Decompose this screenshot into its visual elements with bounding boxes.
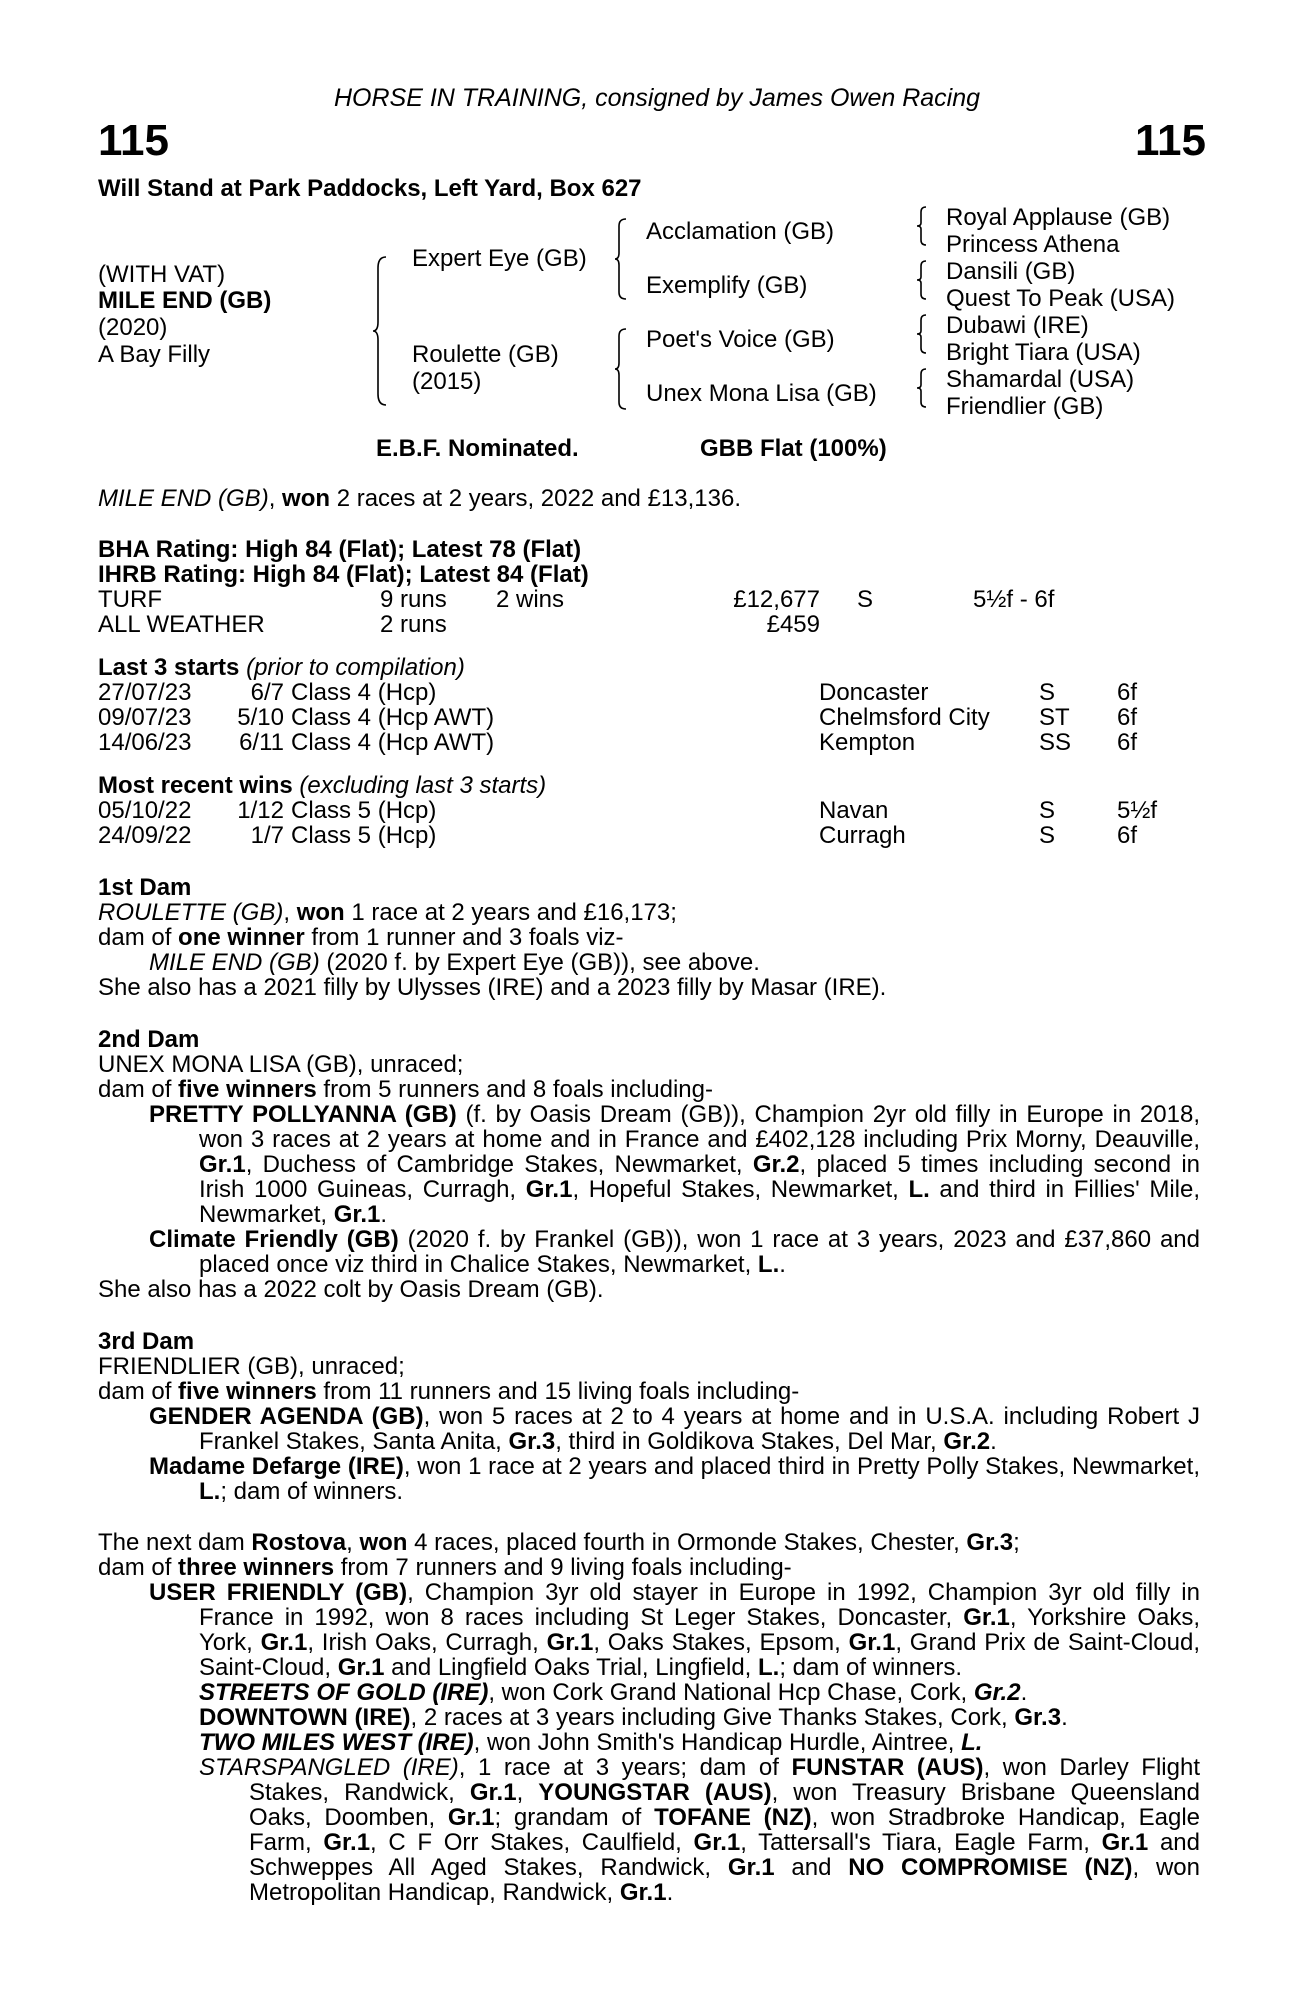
last-start-2-dist: 6f — [1117, 704, 1138, 731]
produce-text: , Tattersall's Tiara, Eagle Farm, — [740, 1829, 1102, 1856]
pedigree-sire-sire: Acclamation (GB) — [646, 218, 835, 245]
next-dam-damof: dam of — [98, 1554, 179, 1581]
produce-name: YOUNGSTAR (AUS) — [538, 1779, 772, 1806]
produce-text: . — [990, 1428, 997, 1455]
produce-text: ; dam of winners. — [779, 1654, 963, 1681]
produce-text: and Schweppes All Aged Stakes, Randwick, — [249, 1829, 1201, 1881]
next-dam-produce-1 — [149, 1580, 1200, 1680]
produce-text: , third in Goldikova Stakes, Del Mar, — [555, 1428, 944, 1455]
grade: Gr.2 — [973, 1679, 1021, 1706]
grade: Gr.1 — [619, 1879, 667, 1906]
produce-name: FUNSTAR (AUS) — [791, 1754, 984, 1781]
pedigree-dam-dam: Unex Mona Lisa (GB) — [646, 380, 877, 407]
pedigree-g3-4: Quest To Peak (USA) — [946, 285, 1175, 312]
grade: L. — [757, 1251, 780, 1278]
aw-earnings: £459 — [766, 611, 820, 638]
last-start-2-going: ST — [1039, 704, 1070, 731]
produce-name: TOFANE (NZ) — [654, 1804, 812, 1831]
first-dam-line1 — [98, 900, 677, 925]
next-dam-won: won — [359, 1529, 408, 1556]
produce-text: , C F Orr Stakes, Caulfield, — [370, 1829, 694, 1856]
last-start-3-course: Kempton — [819, 729, 916, 756]
grade: Gr.1 — [525, 1176, 573, 1203]
produce-text: and third in Fillies' Mile, Newmarket, — [199, 1176, 1200, 1228]
turf-wins: 2 wins — [496, 586, 565, 613]
recent-wins-heading: Most recent wins — [98, 772, 293, 799]
grade: Gr.2 — [752, 1151, 800, 1178]
produce-text: , Yorkshire Oaks, York, — [199, 1604, 1200, 1656]
next-dam-grand-3 — [199, 1730, 982, 1755]
produce-name: TWO MILES WEST (IRE) — [199, 1729, 474, 1756]
produce-text: . — [1061, 1704, 1068, 1731]
bha-rating: BHA Rating: High 84 (Flat); Latest 78 (Flat) — [98, 536, 582, 563]
pedigree-brace-dam — [614, 328, 628, 410]
last-starts-heading: Last 3 starts — [98, 654, 240, 681]
consignment-header: HORSE IN TRAINING, consigned by James Owen Racing — [333, 84, 981, 112]
last-starts-title — [98, 655, 465, 680]
pedigree-g3-7: Shamardal (USA) — [946, 366, 1135, 393]
produce-name: PRETTY POLLYANNA (GB) — [149, 1101, 457, 1128]
recent-win-2-class: Class 5 (Hcp) — [291, 822, 437, 849]
produce-text: . — [380, 1201, 388, 1228]
produce-text: , won Metropolitan Handicap, Randwick, — [249, 1854, 1200, 1906]
produce-text: , won Treasury Brisbane Queensland Oaks, Doomben, — [249, 1779, 1201, 1831]
second-dam-produce-1 — [149, 1102, 1200, 1227]
second-dam-line2 — [98, 1077, 713, 1102]
grade: Gr.1 — [260, 1629, 308, 1656]
next-dam-text: The next dam — [98, 1529, 252, 1556]
next-dam-end: ; — [1013, 1529, 1020, 1556]
last-start-3-dist: 6f — [1117, 729, 1138, 756]
summary-rest: 2 races at 2 years, 2022 and £13,136. — [330, 485, 741, 512]
next-dam-line2 — [98, 1555, 792, 1580]
pedigree-g3-5: Dubawi (IRE) — [946, 312, 1089, 339]
produce-text: , Hopeful Stakes, Newmarket, — [572, 1176, 909, 1203]
produce-text: and Lingfield Oaks Trial, Lingfield, — [384, 1654, 758, 1681]
next-dam-grand-2 — [199, 1705, 1068, 1730]
last-start-1-pos: 6/7 — [250, 679, 284, 706]
grade: Gr.1 — [447, 1804, 495, 1831]
last-starts-note: (prior to compilation) — [239, 654, 465, 681]
produce-text: , Champion 3yr old stayer in Europe in 1992, Champion 3yr old filly in France in 1992, won 8 races including St Leger Stakes, Doncaster, — [199, 1579, 1200, 1631]
grade: Gr.1 — [469, 1779, 517, 1806]
pedigree-sire-dam: Exemplify (GB) — [646, 272, 808, 299]
last-start-1-date: 27/07/23 — [98, 679, 192, 706]
produce-text: , won Darley Flight Stakes, Randwick, — [249, 1754, 1200, 1806]
first-dam-title: 1st Dam — [98, 874, 192, 901]
recent-win-1-going: S — [1039, 797, 1056, 824]
pedigree-g3-8: Friendlier (GB) — [946, 393, 1104, 420]
produce-text: , won Stradbroke Handicap, Eagle Farm, — [249, 1804, 1201, 1856]
recent-win-1-dist: 5½f — [1117, 797, 1158, 824]
pedigree-brace-g3-3 — [916, 314, 928, 354]
pedigree-g3-3: Dansili (GB) — [946, 258, 1076, 285]
next-dam-winners: three winners — [178, 1554, 335, 1581]
pedigree-brace-g3-1 — [916, 206, 928, 246]
third-dam-produce-1 — [149, 1404, 1200, 1454]
first-dam-produce-detail: (2020 f. by Expert Eye (GB)), see above. — [319, 949, 760, 976]
grade: Gr.1 — [963, 1604, 1010, 1631]
produce-text: , Oaks Stakes, Epsom, — [593, 1629, 849, 1656]
produce-text: . — [666, 1879, 674, 1906]
recent-win-2-dist: 6f — [1117, 822, 1138, 849]
produce-text: (2020 f. by Frankel (GB)), won 1 race at 3 years, 2023 and £37,860 and placed once viz third in Chalice Stakes, Newmarket, — [199, 1226, 1200, 1278]
produce-text: , — [516, 1779, 539, 1806]
last-start-2-date: 09/07/23 — [98, 704, 192, 731]
produce-text: , Grand Prix de Saint-Cloud, Saint-Cloud, — [199, 1629, 1200, 1681]
next-dam-line1 — [98, 1530, 1020, 1555]
vat-note: (WITH VAT) — [98, 261, 226, 288]
produce-text: , won John Smith's Handicap Hurdle, Aintree, — [473, 1729, 962, 1756]
grade: Gr.3 — [966, 1529, 1014, 1556]
next-dam-sep: , — [346, 1529, 360, 1556]
pedigree-dam-sire: Poet's Voice (GB) — [646, 326, 835, 353]
pedigree-sire: Expert Eye (GB) — [412, 245, 587, 272]
last-start-2-pos: 5/10 — [237, 704, 284, 731]
next-dam-grand-4 — [199, 1755, 1200, 1905]
produce-text: and — [774, 1854, 849, 1881]
recent-wins-title — [98, 773, 546, 798]
pedigree-dam: Roulette (GB) — [412, 341, 559, 368]
first-dam-won: won — [296, 899, 345, 926]
pedigree-dam-year: (2015) — [412, 368, 482, 395]
recent-wins-note: (excluding last 3 starts) — [292, 772, 547, 799]
produce-text: , Duchess of Cambridge Stakes, Newmarket, — [245, 1151, 753, 1178]
summary-horse-name: MILE END (GB) — [98, 485, 269, 512]
last-start-1-going: S — [1039, 679, 1056, 706]
second-dam-damof: dam of — [98, 1076, 179, 1103]
produce-name: USER FRIENDLY (GB) — [149, 1579, 408, 1606]
grade: Gr.1 — [1101, 1829, 1149, 1856]
produce-name: STARSPANGLED (IRE) — [199, 1754, 459, 1781]
grade: L. — [961, 1729, 983, 1756]
grade: Gr.1 — [546, 1629, 594, 1656]
pedigree-g3-1: Royal Applause (GB) — [946, 204, 1171, 231]
first-dam-line3 — [149, 950, 760, 975]
first-dam-line2 — [98, 925, 624, 950]
recent-win-1-course: Navan — [819, 797, 889, 824]
pedigree-brace-g3-4 — [916, 368, 928, 408]
lot-number-left: 115 — [98, 116, 169, 165]
produce-name: STREETS OF GOLD (IRE) — [199, 1679, 489, 1706]
grade: Gr.1 — [848, 1629, 896, 1656]
produce-text: , 2 races at 3 years including Give Thanks Stakes, Cork, — [410, 1704, 1015, 1731]
grade: Gr.1 — [727, 1854, 775, 1881]
last-start-2-class: Class 4 (Hcp AWT) — [291, 704, 495, 731]
produce-text: , placed 5 times including second in Irish 1000 Guineas, Curragh, — [199, 1151, 1200, 1203]
ebf-nomination: E.B.F. Nominated. — [376, 435, 579, 462]
produce-text: , won 1 race at 2 years and placed third in Pretty Polly Stakes, Newmarket, — [403, 1453, 1200, 1480]
gbb-nomination: GBB Flat (100%) — [700, 435, 887, 462]
grade: Gr.1 — [337, 1654, 385, 1681]
pedigree-g3-6: Bright Tiara (USA) — [946, 339, 1141, 366]
last-start-1-class: Class 4 (Hcp) — [291, 679, 437, 706]
last-start-2-course: Chelmsford City — [819, 704, 990, 731]
grade: Gr.1 — [693, 1829, 741, 1856]
grade: Gr.1 — [323, 1829, 371, 1856]
recent-win-2-course: Curragh — [819, 822, 906, 849]
first-dam-record: 1 race at 2 years and £16,173; — [344, 899, 677, 926]
pedigree-brace-sire — [614, 218, 628, 300]
produce-text: , Irish Oaks, Curragh, — [307, 1629, 547, 1656]
produce-text: ; dam of winners. — [220, 1478, 404, 1505]
produce-text: , won 5 races at 2 to 4 years at home and in U.S.A. including Robert J Frankel Stakes, Santa Anita, — [199, 1403, 1200, 1455]
stand-location: Will Stand at Park Paddocks, Left Yard, Box 627 — [98, 175, 642, 202]
pedigree-brace-g3-2 — [916, 260, 928, 300]
produce-name: Madame Defarge (IRE) — [149, 1453, 404, 1480]
next-dam-name: Rostova — [251, 1529, 347, 1556]
produce-text: . — [779, 1251, 786, 1278]
first-dam-foals: from 1 runner and 3 foals viz- — [304, 924, 624, 951]
produce-text: (f. by Oasis Dream (GB)), Champion 2yr old filly in Europe in 2018, won 3 races at 2 years at home and in France and £402,128 including Prix Morny, Deauville, — [199, 1101, 1200, 1153]
recent-win-2-pos: 1/7 — [250, 822, 284, 849]
recent-win-2-going: S — [1039, 822, 1056, 849]
last-start-1-dist: 6f — [1117, 679, 1138, 706]
grade: Gr.1 — [333, 1201, 381, 1228]
last-start-3-date: 14/06/23 — [98, 729, 192, 756]
first-dam-sep: , — [283, 899, 297, 926]
last-start-1-course: Doncaster — [819, 679, 929, 706]
race-summary — [98, 486, 741, 511]
summary-won: won — [282, 485, 331, 512]
recent-win-2-date: 24/09/22 — [98, 822, 192, 849]
recent-win-1-class: Class 5 (Hcp) — [291, 797, 437, 824]
grade: Gr.3 — [1014, 1704, 1062, 1731]
next-dam-foals: from 7 runners and 9 living foals including- — [334, 1554, 792, 1581]
third-dam-foals: from 11 runners and 15 living foals including- — [316, 1378, 800, 1405]
third-dam-winners: five winners — [178, 1378, 317, 1405]
second-dam-line5: She also has a 2022 colt by Oasis Dream (GB). — [98, 1276, 604, 1303]
grade: L. — [199, 1478, 221, 1505]
second-dam-produce-2 — [149, 1227, 1200, 1277]
second-dam-winners: five winners — [178, 1076, 317, 1103]
second-dam-title: 2nd Dam — [98, 1026, 200, 1053]
produce-text: ; grandam of — [494, 1804, 655, 1831]
horse-description: A Bay Filly — [98, 341, 211, 368]
surface-turf: TURF — [98, 586, 162, 613]
produce-name: GENDER AGENDA (GB) — [149, 1403, 424, 1430]
last-start-3-going: SS — [1039, 729, 1072, 756]
grade: Gr.3 — [508, 1428, 556, 1455]
first-dam-winners: one winner — [178, 924, 305, 951]
third-dam-produce-2 — [149, 1454, 1200, 1504]
first-dam-name: ROULETTE (GB) — [98, 899, 284, 926]
third-dam-line2 — [98, 1379, 799, 1404]
pedigree-brace-main — [372, 256, 388, 406]
last-start-3-class: Class 4 (Hcp AWT) — [291, 729, 495, 756]
produce-text: , won Cork Grand National Hcp Chase, Cork, — [488, 1679, 974, 1706]
ihrb-rating: IHRB Rating: High 84 (Flat); Latest 84 (Flat) — [98, 561, 589, 588]
produce-text: , 1 race at 3 years; dam of — [458, 1754, 792, 1781]
next-dam-record: 4 races, placed fourth in Ormonde Stakes, Chester, — [407, 1529, 967, 1556]
next-dam-grand-1 — [199, 1680, 1027, 1705]
third-dam-title: 3rd Dam — [98, 1328, 195, 1355]
turf-earnings: £12,677 — [733, 586, 820, 613]
summary-sep: , — [268, 485, 283, 512]
first-dam-produce-name: MILE END (GB) — [149, 949, 320, 976]
third-dam-line1: FRIENDLIER (GB), unraced; — [98, 1353, 405, 1380]
lot-number-right: 115 — [1135, 116, 1206, 165]
aw-runs: 2 runs — [380, 611, 447, 638]
horse-year: (2020) — [98, 314, 168, 341]
grade: Gr.2 — [943, 1428, 991, 1455]
recent-win-1-pos: 1/12 — [237, 797, 284, 824]
turf-going: S — [857, 586, 874, 613]
horse-name: MILE END (GB) — [98, 287, 272, 314]
first-dam-damof: dam of — [98, 924, 179, 951]
last-start-3-pos: 6/11 — [239, 729, 284, 756]
third-dam-damof: dam of — [98, 1378, 179, 1405]
grade: L. — [908, 1176, 930, 1203]
second-dam-line1: UNEX MONA LISA (GB), unraced; — [98, 1051, 464, 1078]
grade: L. — [758, 1654, 780, 1681]
produce-text: . — [1020, 1679, 1028, 1706]
produce-name: Climate Friendly (GB) — [149, 1226, 399, 1253]
first-dam-line4: She also has a 2021 filly by Ulysses (IRE) and a 2023 filly by Masar (IRE). — [98, 974, 887, 1001]
turf-distance: 5½f - 6f — [973, 586, 1055, 613]
produce-name: NO COMPROMISE (NZ) — [848, 1854, 1133, 1881]
pedigree-g3-2: Princess Athena — [946, 231, 1120, 258]
surface-aw: ALL WEATHER — [98, 611, 265, 638]
grade: Gr.1 — [199, 1151, 246, 1178]
turf-runs: 9 runs — [380, 586, 447, 613]
recent-win-1-date: 05/10/22 — [98, 797, 192, 824]
second-dam-foals: from 5 runners and 8 foals including- — [316, 1076, 713, 1103]
produce-name: DOWNTOWN (IRE) — [199, 1704, 411, 1731]
